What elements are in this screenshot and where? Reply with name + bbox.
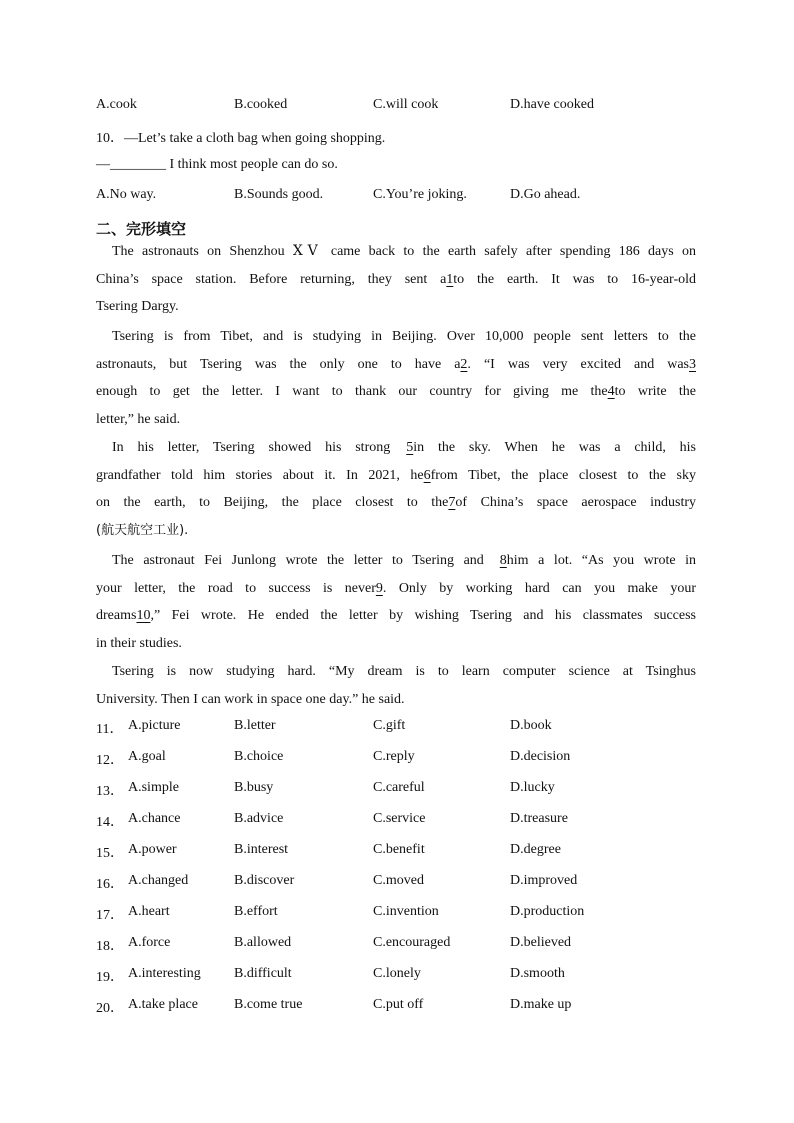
option-row — [96, 904, 716, 935]
option-c[interactable]: C.service — [373, 811, 426, 826]
option-a[interactable]: A.goal — [128, 749, 166, 764]
option-c[interactable]: C.benefit — [373, 842, 425, 857]
passage-line — [96, 575, 696, 603]
passage-line: The astronauts on Shenzhou ⅩⅤ came back to the earth safely after spending 186 days on — [112, 244, 696, 259]
passage-line — [96, 462, 696, 490]
option-c[interactable]: C.gift — [373, 718, 406, 733]
passage-line — [96, 434, 696, 462]
passage-line: letter,” he said. — [96, 411, 181, 427]
passage-text: . “I was very excited and was — [467, 356, 689, 372]
q10-answer-prefix: — — [96, 157, 110, 172]
option-row — [96, 842, 716, 873]
question-number: 13． — [96, 784, 124, 799]
option-a[interactable]: A.heart — [128, 904, 170, 919]
passage-line: Tsering Dargy. — [96, 299, 179, 314]
passage-paragraph-1 — [96, 238, 696, 321]
q10-question: 10．—Let’s take a cloth bag when going shopping. — [96, 131, 386, 146]
passage-text: dreams — [96, 608, 137, 623]
option-d[interactable]: D.treasure — [510, 811, 568, 826]
passage-text: China’s space station. Before returning, they sent a — [96, 271, 447, 287]
question-number: 14． — [96, 815, 124, 830]
option-d[interactable]: D.believed — [510, 935, 572, 950]
blank-1[interactable]: 1 — [446, 271, 454, 287]
passage-paragraph-3 — [96, 434, 696, 544]
option-c[interactable]: C.invention — [373, 904, 439, 919]
q10-option-b[interactable]: B.Sounds good. — [234, 187, 324, 202]
q10-option-d[interactable]: D.Go ahead. — [510, 187, 581, 202]
option-b[interactable]: B.letter — [234, 718, 276, 733]
passage-line — [96, 602, 696, 630]
option-c[interactable]: C.reply — [373, 749, 415, 764]
option-d[interactable]: D.decision — [510, 749, 571, 764]
passage-text: The astronaut Fei Junlong wrote the letter to Tsering and — [112, 553, 484, 568]
blank-8[interactable]: 8 — [499, 553, 507, 568]
question-number: 19． — [96, 970, 124, 985]
option-a[interactable]: A.chance — [128, 811, 181, 826]
passage-line: Tsering is now studying hard. “My dream is to learn computer science at Tsinghus — [112, 664, 696, 679]
option-c[interactable]: C.encouraged — [373, 935, 451, 950]
passage-text: in the sky. When he was a child, his — [413, 440, 696, 455]
passage-line: University. Then I can work in space one day.” he said. — [96, 691, 405, 707]
q9-option-c[interactable]: C.will cook — [373, 97, 439, 112]
passage-line: in their studies. — [96, 635, 182, 651]
option-a[interactable]: A.simple — [128, 780, 179, 795]
passage-text: on the earth, to Beijing, the place closest to the — [96, 495, 449, 510]
option-c[interactable]: C.put off — [373, 997, 424, 1012]
option-b[interactable]: B.interest — [234, 842, 289, 857]
section-title: 二、完形填空 — [96, 220, 187, 238]
question-number: 17． — [96, 908, 124, 923]
cloze-options — [96, 718, 716, 1028]
passage-text: grandfather told him stories about it. In 2021, he — [96, 467, 424, 483]
blank-7[interactable]: 7 — [448, 495, 456, 510]
q10-option-a[interactable]: A.No way. — [96, 187, 157, 202]
passage-text: him a lot. “As you wrote in — [506, 553, 696, 568]
passage-text: In his letter, Tsering showed his strong — [112, 440, 391, 455]
question-number: 18． — [96, 939, 124, 954]
q10-answer-rest: I think most people can do so. — [166, 157, 338, 172]
passage-text: . Only by working hard can you make your — [382, 580, 696, 596]
passage-text: enough to get the letter. I want to thank our country for giving me the — [96, 384, 608, 399]
passage-line — [96, 351, 696, 379]
passage-paragraph-4 — [96, 547, 696, 657]
passage-line — [96, 378, 696, 406]
option-c[interactable]: C.moved — [373, 873, 424, 888]
question-number: 11． — [96, 722, 124, 737]
option-a[interactable]: A.interesting — [128, 966, 201, 981]
option-d[interactable]: D.book — [510, 718, 552, 733]
passage-text: from Tibet, the place closest to the sky — [430, 467, 696, 483]
q9-options — [96, 97, 716, 117]
blank-5[interactable]: 5 — [406, 440, 414, 455]
option-b[interactable]: B.discover — [234, 873, 295, 888]
option-b[interactable]: B.busy — [234, 780, 274, 795]
question-number: 15． — [96, 846, 124, 861]
passage-line — [96, 266, 696, 294]
question-number: 20． — [96, 1001, 124, 1016]
option-b[interactable]: B.difficult — [234, 966, 292, 981]
option-d[interactable]: D.make up — [510, 997, 572, 1012]
q10-answer-line — [96, 157, 338, 173]
passage-line: (航天航空工业). — [96, 522, 189, 538]
option-a[interactable]: A.changed — [128, 873, 189, 888]
option-row — [96, 873, 716, 904]
option-c[interactable]: C.careful — [373, 780, 425, 795]
option-row — [96, 966, 716, 997]
option-d[interactable]: D.smooth — [510, 966, 565, 981]
question-number: 12． — [96, 753, 124, 768]
passage-text: your letter, the road to success is never — [96, 580, 376, 596]
q10-option-c[interactable]: C.You’re joking. — [373, 187, 467, 202]
option-b[interactable]: B.effort — [234, 904, 278, 919]
option-row — [96, 718, 716, 749]
option-d[interactable]: D.improved — [510, 873, 578, 888]
passage-line — [96, 489, 696, 517]
option-b[interactable]: B.choice — [234, 749, 284, 764]
option-row — [96, 811, 716, 842]
passage-line — [96, 547, 696, 575]
q9-option-b[interactable]: B.cooked — [234, 97, 288, 112]
option-a[interactable]: A.power — [128, 842, 177, 857]
blank-6[interactable]: 6 — [423, 467, 431, 483]
blank-3[interactable]: 3 — [689, 356, 696, 372]
passage-paragraph-5 — [96, 658, 696, 713]
option-row — [96, 780, 716, 811]
blank-10[interactable]: 10 — [136, 608, 151, 623]
q10-options — [96, 187, 716, 207]
option-a[interactable]: A.take place — [128, 997, 198, 1012]
passage-text: of China’s space aerospace industry — [455, 495, 696, 510]
q9-option-a[interactable]: A.cook — [96, 97, 137, 112]
option-d[interactable]: D.degree — [510, 842, 561, 857]
passage-text: to write the — [614, 384, 696, 399]
option-b[interactable]: B.come true — [234, 997, 303, 1012]
passage-text: ,” Fei wrote. He ended the letter by wishing Tsering and his classmates success — [150, 608, 696, 623]
option-c[interactable]: C.lonely — [373, 966, 421, 981]
passage-paragraph-2 — [96, 323, 696, 433]
passage-line: Tsering is from Tibet, and is studying in Beijing. Over 10,000 people sent letters to the — [112, 329, 696, 344]
blank-4[interactable]: 4 — [607, 384, 615, 399]
option-a[interactable]: A.force — [128, 935, 171, 950]
option-row — [96, 997, 716, 1028]
passage-text: to the earth. It was to 16-year-old — [453, 271, 696, 287]
option-a[interactable]: A.picture — [128, 718, 181, 733]
q10-answer-blank[interactable]: ________ — [110, 157, 166, 172]
option-d[interactable]: D.lucky — [510, 780, 555, 795]
q9-option-d[interactable]: D.have cooked — [510, 97, 594, 112]
option-d[interactable]: D.production — [510, 904, 585, 919]
question-number: 16． — [96, 877, 124, 892]
option-row — [96, 935, 716, 966]
passage-text: astronauts, but Tsering was the only one to have a — [96, 356, 461, 372]
option-b[interactable]: B.allowed — [234, 935, 292, 950]
option-row — [96, 749, 716, 780]
option-b[interactable]: B.advice — [234, 811, 284, 826]
blank-2[interactable]: 2 — [460, 356, 468, 372]
blank-9[interactable]: 9 — [375, 580, 383, 596]
